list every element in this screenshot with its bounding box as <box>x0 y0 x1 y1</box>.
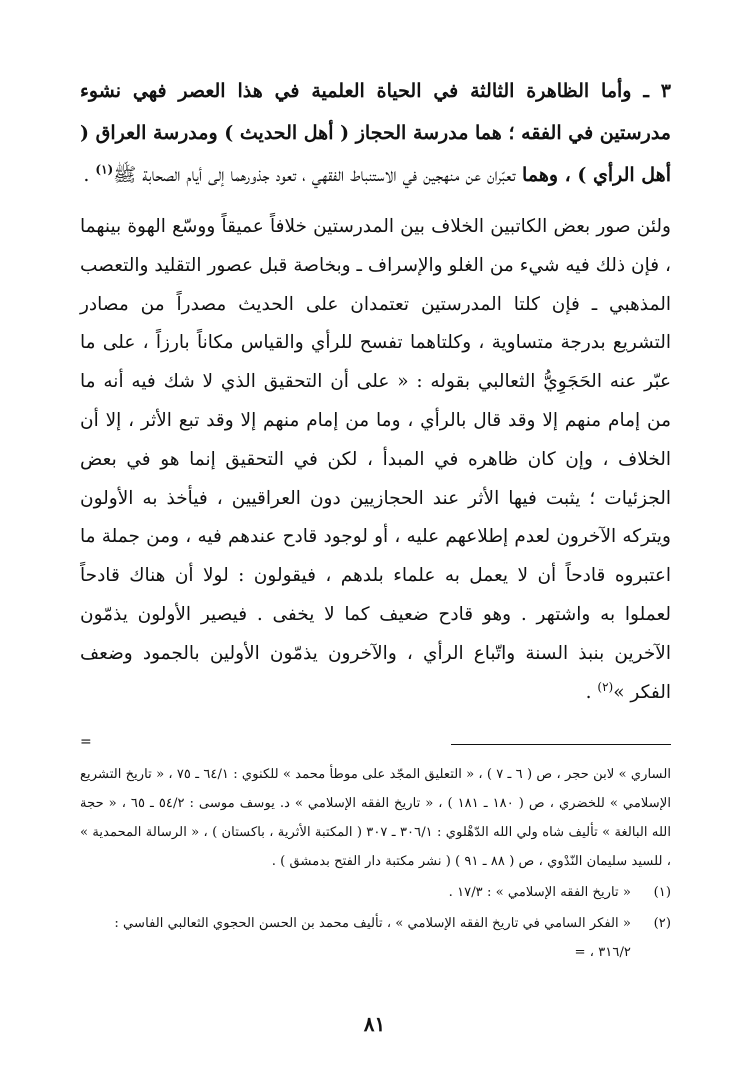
footnote-marker-2[interactable]: (٢) <box>597 679 614 694</box>
footnote-number: (٢) <box>653 916 671 932</box>
body-paragraph <box>80 208 671 712</box>
page-number: ٨١ <box>363 1012 386 1036</box>
footnote-item <box>80 878 671 907</box>
footnote-marker-1[interactable]: (١) <box>95 162 114 177</box>
footnote-text: « تاريخ الفقه الإسلامي » : ١٧/٣ . <box>448 885 631 901</box>
footnote-text: « الفكر السامي في تاريخ الفقه الإسلامي » ، تأليف محمد بن الحسن الحجوي الثعالبي الفاسي : ٣١٦/٢ ، = <box>114 916 631 961</box>
body-paragraph-end: . <box>585 681 598 703</box>
footnote-number: (١) <box>653 885 671 901</box>
opening-paragraph-text: تعبّران عن منهجين في الاستنباط الفقهي ، تعود جذورهما إلى أيام الصحابة ﷺ <box>113 164 516 186</box>
opening-paragraph <box>80 70 671 196</box>
footnotes-section <box>80 760 671 967</box>
footnote-separator <box>80 728 671 756</box>
footnote-continuation-mark: = <box>80 734 92 751</box>
opening-paragraph-end: . <box>83 164 96 186</box>
footnote-item <box>80 909 671 967</box>
footnote-rule <box>451 744 671 745</box>
opening-paragraph-bold-text: ٣ ـ وأما الظاهرة الثالثة في الحياة العلمية في هذا العصر فهي نشوء مدرستين في الفقه ؛ هما مدرسة الحجاز ( أهل الحديث ) ومدرسة العراق ( أهل الرأي ) ، وهما <box>80 80 671 186</box>
body-paragraph-text: ولئن صور بعض الكاتبين الخلاف بين المدرستين خلافاً عميقاً ووسّع الهوة بينهما ، فإن ذلك فيه شيء من الغلو والإسراف ـ وبخاصة قبل عصور التقليد والتعصب المذهبي ـ فإن كلتا المدرستين تعتمدان على الحديث مصدراً من مصادر التشريع بدرجة متساوية ، وكلتاهما تفسح للرأي والقياس مكاناً بارزاً ، على ما عبّر عنه الحَجَوِيُّ الثعالبي بقوله : « على أن التحقيق الذي لا شك فيه أنه ما من إمام منهم إلا وقد قال بالرأي ، وما من إمام منهم إلا وقد تبع الأثر ، إلا أن الخلاف ، وإن كان ظاهره في المبدأ ، لكن في التحقيق إنما هو في بعض الجزئيات ؛ يثبت فيها الأثر عند الحجازيين دون العراقيين ، فيأخذ به الأولون ويتركه الآخرون لعدم إطلاعهم عليه ، أو لوجود قادح عندهم فيه ، ومن جملة ما اعتبروه قادحاً أن لا يعمل به علماء بلدهم ، فيقولون : لولا أن هناك قادحاً لعملوا به واشتهر . وهو قادح ضعيف كما لا يخفى . فيصير الأولون يذمّون الآخرين بنبذ السنة واتّباع الرأي ، والآخرون يذمّون الأولين بالجمود وضعف الفكر » <box>80 216 671 703</box>
footnote-continuation: الساري » لابن حجر ، ص ( ٦ ـ ٧ ) ، « التعليق المجّد على موطأ محمد » للكنوي : ٦٤/١ ـ ٧٥ ، « تاريخ التشريع الإسلامي » للخضري ، ص ( ١٨٠ ـ ١٨١ ) ، « تاريخ الفقه الإسلامي » د. يوسف موسى : ٥٤/٢ ـ ٦٥ ، « حجة الله البالغة » تأليف شاه ولي الله الدّهْلوي : ٣٠٦/١ ـ ٣٠٧ ( المكتبة الأثرية ، باكستان ) ، « الرسالة المحمدية » ، للسيد سليمان النّدْوي ، ص ( ٨٨ ـ ٩١ ) ( نشر مكتبة دار الفتح بدمشق ) . <box>80 767 672 870</box>
